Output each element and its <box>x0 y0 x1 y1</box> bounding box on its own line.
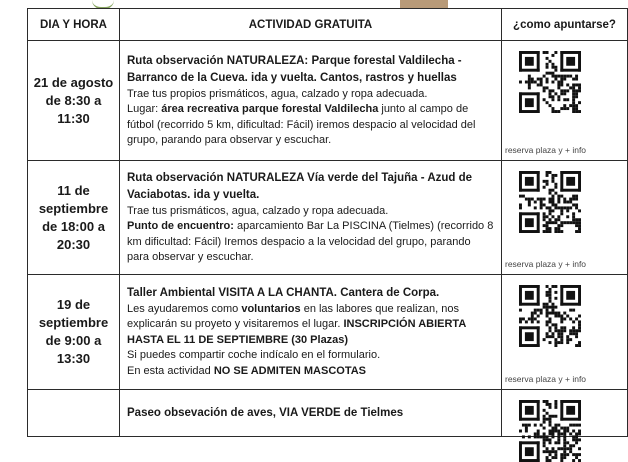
text-run-bold: área recreativa parque forestal Valdilecha <box>161 103 379 115</box>
activity-line <box>127 102 495 149</box>
table-row <box>28 41 628 161</box>
date-line: 19 de <box>56 297 91 312</box>
date-line: de 9:00 a <box>45 333 102 348</box>
date-cell <box>28 41 120 161</box>
table-row <box>28 161 628 275</box>
text-run: junto al campo de fútbol (recorrido 5 km, dificultad: Fácil) iremos despacio al velocidad del grupo, parando para observar y escuchar. <box>127 103 476 146</box>
activity-line <box>127 219 495 266</box>
header-photo <box>400 0 448 8</box>
text-run-bold: NO SE ADMITEN MASCOTAS <box>213 364 367 377</box>
activity-cell <box>120 390 502 437</box>
table-header-row <box>28 9 628 41</box>
date-line: 21 de agosto <box>33 74 114 90</box>
date-cell <box>28 275 120 390</box>
date-line: de 8:30 a <box>45 92 102 108</box>
qr-caption: reserva plaza y + info <box>505 259 587 269</box>
activity-schedule-table <box>27 8 628 437</box>
activity-cell <box>120 161 502 275</box>
activity-line <box>127 364 495 380</box>
text-run-bold: INSCRIPCIÓN ABIERTA HASTA EL 11 DE SEPTIEMBRE (30 Plazas) <box>127 318 466 346</box>
date-line: 11:30 <box>57 110 90 126</box>
qr-caption: reserva plaza y + info <box>505 145 587 155</box>
activity-cell <box>120 275 502 390</box>
activity-line: Trae tus prismáticos, agua, calzado y ropa adecuada. <box>127 204 389 217</box>
activity-cell <box>120 41 502 161</box>
text-run: En esta actividad <box>127 364 214 377</box>
qr-code-icon[interactable] <box>519 285 581 347</box>
text-run: Lugar: <box>127 103 162 115</box>
signup-cell <box>502 161 628 275</box>
signup-cell <box>502 275 628 390</box>
header-date: DIA Y HORA <box>28 9 120 41</box>
table-row <box>28 390 628 437</box>
date-line: 11 de <box>57 182 90 198</box>
text-run-bold: Punto de encuentro: <box>127 220 237 232</box>
activity-title: Taller Ambiental VISITA A LA CHANTA. Cantera de Corpa. <box>127 286 440 299</box>
qr-code-icon[interactable] <box>519 400 581 462</box>
table-row <box>28 275 628 390</box>
activity-title: Ruta observación NATURALEZA Vía verde del Tajuña - Azud de Vaciabotas. ida y vuelta. <box>127 171 473 201</box>
date-line: de 18:00 a <box>42 218 105 234</box>
date-line: septiembre <box>38 200 109 216</box>
text-run: en las labores que realizan, nos explicarán su proyeto y visitaremos el lugar. <box>127 302 460 331</box>
date-line: 13:30 <box>56 351 91 366</box>
header-signup: ¿como apuntarse? <box>502 9 628 41</box>
top-decoration <box>0 0 600 8</box>
qr-code-icon[interactable] <box>519 171 581 233</box>
activity-title: Paseo obsevación de aves, VIA VERDE de Tielmes <box>127 406 404 419</box>
qr-code-icon[interactable] <box>519 51 581 113</box>
text-run-bold: voluntarios <box>241 302 301 315</box>
date-cell <box>28 390 120 437</box>
date-line: septiembre <box>38 315 109 330</box>
activity-line: Si puedes compartir coche indícalo en el formulario. <box>127 349 381 362</box>
header-activity: ACTIVIDAD GRATUITA <box>120 9 502 41</box>
signup-cell <box>502 390 628 437</box>
qr-caption: reserva plaza y + info <box>505 374 587 384</box>
activity-line <box>127 302 495 349</box>
date-line: 20:30 <box>56 236 91 252</box>
signup-cell <box>502 41 628 161</box>
date-cell <box>28 161 120 275</box>
activity-title: Ruta observación NATURALEZA: Parque forestal Valdilecha - Barranco de la Cueva. ida y vuelta. Cantos, rastros y huellas <box>127 54 462 84</box>
text-run: aparcamiento Bar La PISCINA (Tielmes) (recorrido 8 km dificultad: Fácil) Iremos despacio a la velocidad del grupo, parando para observar y escuchar. <box>127 220 494 263</box>
activity-line: Trae tus propios prismáticos, agua, calzado y ropa adecuada. <box>127 87 428 100</box>
text-run: Les ayudaremos como <box>127 302 242 315</box>
